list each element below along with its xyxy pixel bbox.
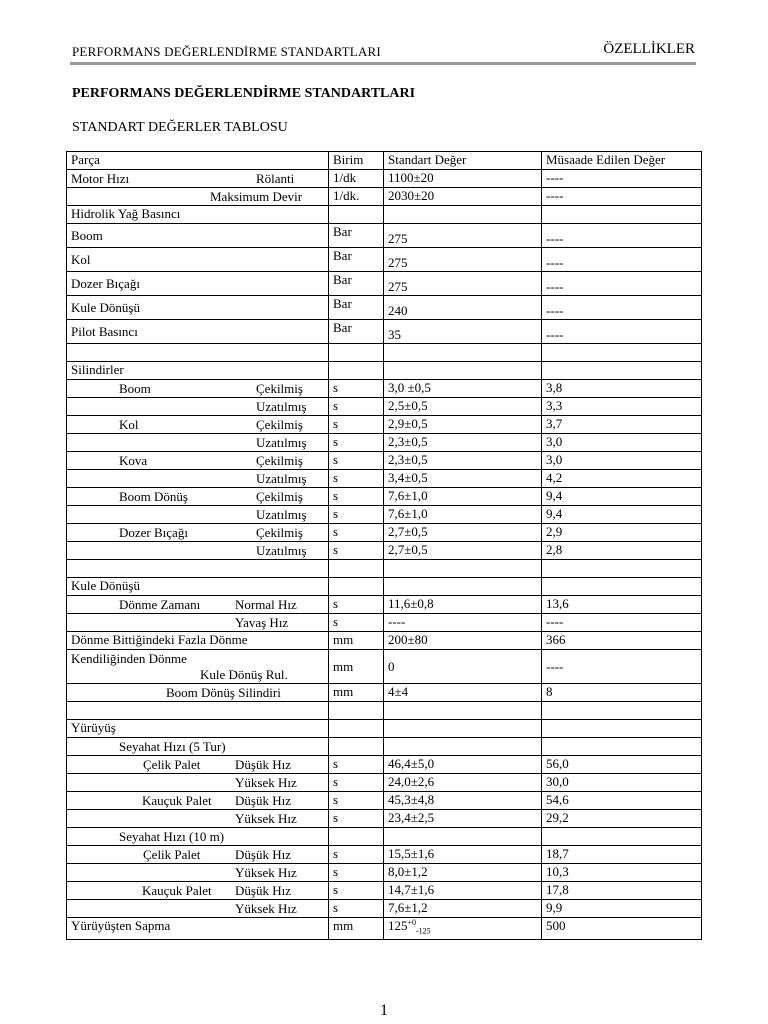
unit-cell: s <box>329 810 384 828</box>
allow-cell: 29,2 <box>542 810 702 828</box>
std-cell: 14,7±1,6 <box>384 882 542 900</box>
std-cell: 275 <box>384 224 542 248</box>
std-sup: +0 <box>407 918 417 927</box>
allow-cell: 8 <box>542 684 702 702</box>
allow-cell: 9,4 <box>542 488 702 506</box>
table-row <box>67 506 702 524</box>
table-row <box>67 864 702 882</box>
unit-cell: s <box>329 596 384 614</box>
allow-cell: 2,8 <box>542 542 702 560</box>
unit-cell: s <box>329 380 384 398</box>
section-label: Kule Dönüşü <box>67 578 329 596</box>
row-sublabel: Yavaş Hız <box>235 615 289 630</box>
row-label: Dozer Bıçağı <box>67 272 329 296</box>
unit-cell: Bar <box>329 224 384 248</box>
table-row <box>67 224 702 248</box>
table-row <box>67 380 702 398</box>
std-cell: 2,5±0,5 <box>384 398 542 416</box>
allow-cell: 30,0 <box>542 774 702 792</box>
unit-cell: s <box>329 900 384 918</box>
std-base: 125 <box>388 918 408 933</box>
allow-cell: 17,8 <box>542 882 702 900</box>
row-sublabel: Boom Dönüş Silindiri <box>166 685 281 700</box>
row-label: Kule Dönüşü <box>67 296 329 320</box>
unit-cell: s <box>329 488 384 506</box>
allow-cell: ---- <box>542 188 702 206</box>
row-label: Boom <box>67 224 329 248</box>
unit-cell: mm <box>329 650 384 684</box>
table-row <box>67 488 702 506</box>
unit-cell: Bar <box>329 296 384 320</box>
row-label: Dönme Zamanı <box>119 597 201 612</box>
row-sublabel: Kule Dönüş Rul. <box>200 667 288 682</box>
allow-cell: ---- <box>542 170 702 188</box>
row-label: Kendiliğinden Dönme <box>71 651 187 666</box>
std-cell: 2,3±0,5 <box>384 434 542 452</box>
allow-cell: 10,3 <box>542 864 702 882</box>
table-row <box>67 362 702 380</box>
spacer-row <box>67 702 702 720</box>
table-row <box>67 738 702 756</box>
unit-cell: s <box>329 864 384 882</box>
allow-cell: ---- <box>542 272 702 296</box>
allow-cell: 4,2 <box>542 470 702 488</box>
row-sublabel: Düşük Hız <box>235 883 291 898</box>
allow-cell: 13,6 <box>542 596 702 614</box>
row-label: Kauçuk Palet <box>142 883 212 898</box>
unit-cell: s <box>329 774 384 792</box>
row-sublabel: Yüksek Hız <box>235 775 297 790</box>
std-cell: 24,0±2,6 <box>384 774 542 792</box>
table-row <box>67 810 702 828</box>
spacer-row <box>67 560 702 578</box>
table-row <box>67 846 702 864</box>
table-row <box>67 650 702 684</box>
unit-cell: mm <box>329 684 384 702</box>
std-cell <box>384 918 542 940</box>
row-sublabel: Normal Hız <box>235 597 297 612</box>
allow-cell: 500 <box>542 918 702 940</box>
header-right: ÖZELLİKLER <box>603 41 695 57</box>
row-sublabel: Uzatılmış <box>256 543 307 558</box>
std-cell: 15,5±1,6 <box>384 846 542 864</box>
section-label: Silindirler <box>67 362 329 380</box>
table-row <box>67 756 702 774</box>
row-sublabel: Düşük Hız <box>235 847 291 862</box>
std-cell: 7,6±1,0 <box>384 488 542 506</box>
allow-cell: 2,9 <box>542 524 702 542</box>
std-cell: 200±80 <box>384 632 542 650</box>
allow-cell: 3,7 <box>542 416 702 434</box>
unit-cell: Bar <box>329 272 384 296</box>
std-cell: 1100±20 <box>384 170 542 188</box>
table-row <box>67 170 702 188</box>
row-sublabel: Yüksek Hız <box>235 865 297 880</box>
unit-cell: s <box>329 416 384 434</box>
unit-cell: 1/dk. <box>329 188 384 206</box>
std-cell: 11,6±0,8 <box>384 596 542 614</box>
unit-cell: s <box>329 792 384 810</box>
row-sublabel: Çekilmiş <box>256 489 303 504</box>
std-cell: 46,4±5,0 <box>384 756 542 774</box>
row-label: Seyahat Hızı (10 m) <box>119 829 225 844</box>
row-label: Boom <box>119 381 151 396</box>
table-row <box>67 774 702 792</box>
header-left: PERFORMANS DEĞERLENDİRME STANDARTLARI <box>72 44 381 59</box>
row-label: Boom Dönüş <box>119 489 188 504</box>
table-header-row <box>67 152 702 170</box>
std-cell: 8,0±1,2 <box>384 864 542 882</box>
std-cell: 240 <box>384 296 542 320</box>
allow-cell: ---- <box>542 296 702 320</box>
std-cell: 7,6±1,0 <box>384 506 542 524</box>
header-cell: Birim <box>329 152 384 170</box>
std-cell: 2,9±0,5 <box>384 416 542 434</box>
std-cell: 4±4 <box>384 684 542 702</box>
table-row <box>67 882 702 900</box>
table-row <box>67 452 702 470</box>
row-label: Kova <box>119 453 148 468</box>
unit-cell: s <box>329 524 384 542</box>
row-sublabel: Rölanti <box>256 171 295 186</box>
std-cell: 2,7±0,5 <box>384 542 542 560</box>
std-cell: 35 <box>384 320 542 344</box>
allow-cell: ---- <box>542 224 702 248</box>
table-row <box>67 596 702 614</box>
document-title: PERFORMANS DEĞERLENDİRME STANDARTLARI <box>72 86 416 101</box>
row-sublabel: Maksimum Devir <box>210 189 303 204</box>
table-row <box>67 542 702 560</box>
std-cell: 3,0 ±0,5 <box>384 380 542 398</box>
table-title: STANDART DEĞERLER TABLOSU <box>72 120 288 135</box>
table-row <box>67 188 702 206</box>
header-cell: Parça <box>67 152 329 170</box>
row-sublabel: Yüksek Hız <box>235 901 297 916</box>
table-row <box>67 398 702 416</box>
std-cell: ---- <box>384 614 542 632</box>
page-number: 1 <box>380 1002 388 1019</box>
row-label: Çelik Palet <box>143 757 201 772</box>
row-label: Dozer Bıçağı <box>119 525 188 540</box>
section-label: Yürüyüş <box>67 720 329 738</box>
allow-cell: 54,6 <box>542 792 702 810</box>
row-label: Motor Hızı <box>71 171 130 186</box>
allow-cell: 56,0 <box>542 756 702 774</box>
row-sublabel: Çekilmiş <box>256 381 303 396</box>
unit-cell: mm <box>329 918 384 940</box>
row-label: Kol <box>67 248 329 272</box>
row-sublabel: Uzatılmış <box>256 435 307 450</box>
header-cell: Müsaade Edilen Değer <box>542 152 702 170</box>
header-rule <box>70 62 696 65</box>
row-sublabel: Uzatılmış <box>256 507 307 522</box>
unit-cell: s <box>329 434 384 452</box>
row-sublabel: Düşük Hız <box>235 793 291 808</box>
row-label: Çelik Palet <box>143 847 201 862</box>
table-row <box>67 470 702 488</box>
unit-cell: s <box>329 614 384 632</box>
std-cell: 45,3±4,8 <box>384 792 542 810</box>
allow-cell: ---- <box>542 248 702 272</box>
row-sublabel: Düşük Hız <box>235 757 291 772</box>
table-row <box>67 720 702 738</box>
std-cell: 2030±20 <box>384 188 542 206</box>
unit-cell: Bar <box>329 320 384 344</box>
std-cell: 7,6±1,2 <box>384 900 542 918</box>
allow-cell: 9,9 <box>542 900 702 918</box>
table-row <box>67 524 702 542</box>
table-row <box>67 206 702 224</box>
spacer-row <box>67 344 702 362</box>
unit-cell: s <box>329 846 384 864</box>
table-row <box>67 248 702 272</box>
std-cell: 2,7±0,5 <box>384 524 542 542</box>
std-cell: 23,4±2,5 <box>384 810 542 828</box>
row-sublabel: Çekilmiş <box>256 453 303 468</box>
std-sub: -125 <box>416 926 431 936</box>
table-row <box>67 614 702 632</box>
row-sublabel: Yüksek Hız <box>235 811 297 826</box>
row-sublabel: Çekilmiş <box>256 525 303 540</box>
table-row <box>67 434 702 452</box>
std-cell: 3,4±0,5 <box>384 470 542 488</box>
table-row <box>67 828 702 846</box>
header-cell: Standart Değer <box>384 152 542 170</box>
unit-cell: 1/dk <box>329 170 384 188</box>
unit-cell: mm <box>329 632 384 650</box>
row-label: Seyahat Hızı (5 Tur) <box>119 739 226 754</box>
table-row <box>67 320 702 344</box>
row-sublabel: Uzatılmış <box>256 471 307 486</box>
table-row <box>67 578 702 596</box>
allow-cell: 3,8 <box>542 380 702 398</box>
row-label: Kauçuk Palet <box>142 793 212 808</box>
row-label: Yürüyüşten Sapma <box>67 918 329 940</box>
allow-cell: ---- <box>542 320 702 344</box>
std-cell: 275 <box>384 272 542 296</box>
allow-cell: 3,0 <box>542 452 702 470</box>
table-row <box>67 296 702 320</box>
unit-cell: s <box>329 542 384 560</box>
unit-cell: Bar <box>329 248 384 272</box>
table-row <box>67 272 702 296</box>
row-label: Kol <box>119 417 139 432</box>
row-sublabel: Uzatılmış <box>256 399 307 414</box>
allow-cell: 9,4 <box>542 506 702 524</box>
allow-cell: 3,3 <box>542 398 702 416</box>
table-row <box>67 900 702 918</box>
table-row <box>67 684 702 702</box>
unit-cell: s <box>329 756 384 774</box>
unit-cell: s <box>329 470 384 488</box>
unit-cell: s <box>329 506 384 524</box>
table-row <box>67 792 702 810</box>
table-row <box>67 416 702 434</box>
unit-cell: s <box>329 398 384 416</box>
allow-cell: 3,0 <box>542 434 702 452</box>
section-label: Hidrolik Yağ Basıncı <box>67 206 329 224</box>
allow-cell: ---- <box>542 650 702 684</box>
row-label: Pilot Basıncı <box>67 320 329 344</box>
row-label: Dönme Bittiğindeki Fazla Dönme <box>67 632 329 650</box>
table-row <box>67 632 702 650</box>
table-row <box>67 918 702 940</box>
allow-cell: ---- <box>542 614 702 632</box>
allow-cell: 18,7 <box>542 846 702 864</box>
unit-cell: s <box>329 882 384 900</box>
standard-values-table <box>66 151 702 940</box>
std-cell: 2,3±0,5 <box>384 452 542 470</box>
std-cell: 275 <box>384 248 542 272</box>
allow-cell: 366 <box>542 632 702 650</box>
row-sublabel: Çekilmiş <box>256 417 303 432</box>
unit-cell: s <box>329 452 384 470</box>
std-cell: 0 <box>384 650 542 684</box>
